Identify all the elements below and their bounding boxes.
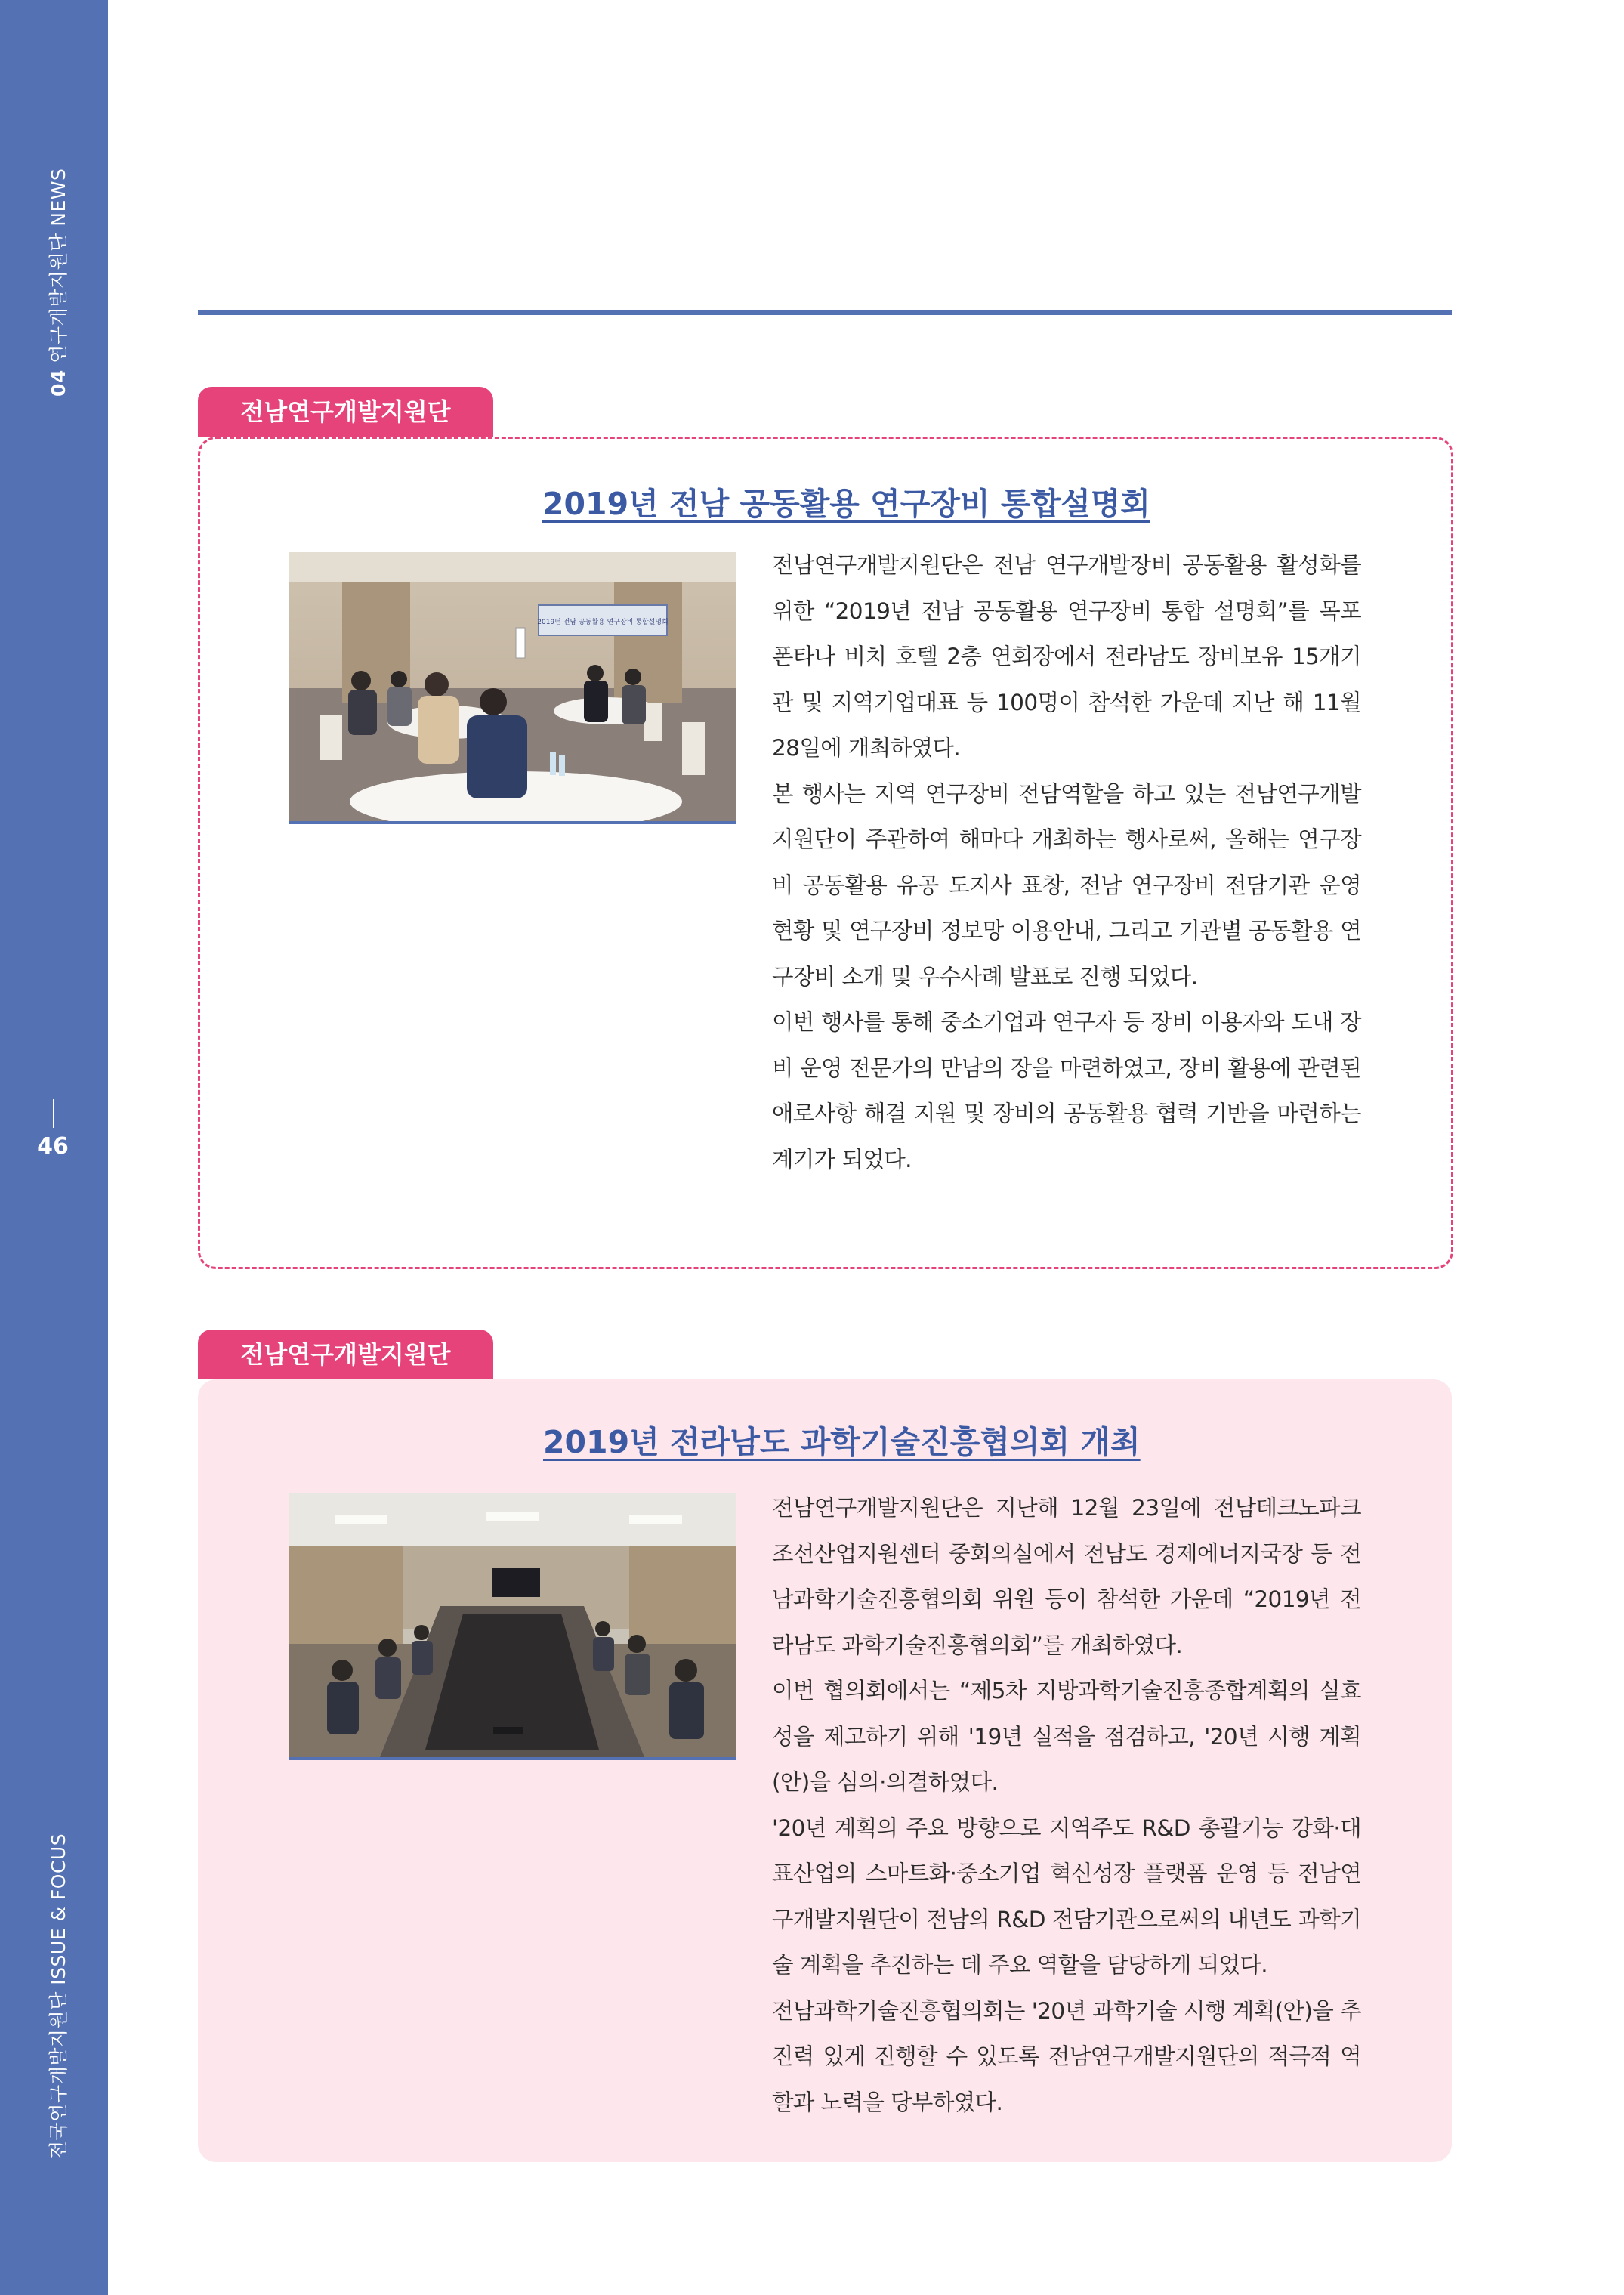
banquet-hall-photo — [289, 552, 736, 821]
section1-body — [772, 542, 1361, 1182]
section1-title: 2019년 전남 공동활용 연구장비 통합설명회 — [542, 486, 1150, 522]
section-name: 연구개발지원단 NEWS — [48, 168, 69, 363]
header-rule — [198, 310, 1452, 315]
page-number: 46 — [37, 1133, 69, 1160]
section1-paragraph: 전남연구개발지원단은 전남 연구개발장비 공동활용 활성화를 위한 “2019년 전남 공동활용 연구장비 통합 설명회”를 목포 폰타나 비치 호텔 2층 연회장에서 전라남도 장비보유 15개기관 및 지역기업대표 등 100명이 참석한 가운데 지난 해 11월 28일에 개최하였다. — [772, 552, 1361, 761]
section1-photo — [289, 552, 736, 824]
section2-paragraph: 전남과학기술진흥협의회는 '20년 과학기술 시행 계획(안)을 추진력 있게 진행할 수 있도록 전남연구개발지원단의 적극적 역할과 노력을 당부하였다. — [772, 1997, 1361, 2115]
section2-photo — [289, 1493, 736, 1760]
section-number: 04 — [48, 369, 69, 397]
section1-paragraph: 이번 행사를 통해 중소기업과 연구자 등 장비 이용자와 도내 장비 운영 전문가의 만남의 장을 마련하였고, 장비 활용에 관련된 애로사항 해결 지원 및 장비의 공동활용 협력 기반을 마련하는 계기가 되었다. — [772, 1009, 1361, 1172]
section2-paragraph: '20년 계획의 주요 방향으로 지역주도 R&D 총괄기능 강화·대표산업의 스마트화·중소기업 혁신성장 플랫폼 운영 등 전남연구개발지원단이 전남의 R&D 전담기관으로써의 내년도 과학기술 계획을 추진하는 데 주요 역할을 담당하게 되었다. — [772, 1815, 1361, 1978]
sidebar-publication-label: 전국연구개발지원단 ISSUE & FOCUS — [48, 1833, 69, 2159]
photo-banner-text: 2019년 전남 공동활용 연구장비 통합설명회 — [537, 619, 668, 626]
sidebar-section-label — [44, 168, 71, 397]
page-number-tick — [53, 1099, 54, 1128]
section2-title: 2019년 전라남도 과학기술진흥협의회 개최 — [543, 1424, 1141, 1460]
section2-body — [772, 1485, 1361, 2125]
section1-paragraph: 본 행사는 지역 연구장비 전담역할을 하고 있는 전남연구개발지원단이 주관하여 해마다 개최하는 행사로써, 올해는 연구장비 공동활용 유공 도지사 표창, 전남 연구장비 전담기관 운영 현황 및 연구장비 정보망 이용안내, 그리고 기관별 공동활용 연구장비 소개 및 우수사례 발표로 진행 되었다. — [772, 780, 1361, 990]
section1-tag: 전남연구개발지원단 — [198, 387, 493, 437]
section2-paragraph: 이번 협의회에서는 “제5차 지방과학기술진흥종합계획의 실효성을 제고하기 위해 '19년 실적을 점검하고, '20년 시행 계획(안)을 심의·의결하였다. — [772, 1678, 1361, 1795]
section2-tag: 전남연구개발지원단 — [198, 1330, 493, 1379]
conference-room-photo — [289, 1493, 736, 1757]
section2-paragraph: 전남연구개발지원단은 지난해 12월 23일에 전남테크노파크 조선산업지원센터 중회의실에서 전남도 경제에너지국장 등 전남과학기술진흥협의회 위원 등이 참석한 가운데 “2019년 전라남도 과학기술진흥협의회”를 개최하였다. — [772, 1495, 1361, 1658]
